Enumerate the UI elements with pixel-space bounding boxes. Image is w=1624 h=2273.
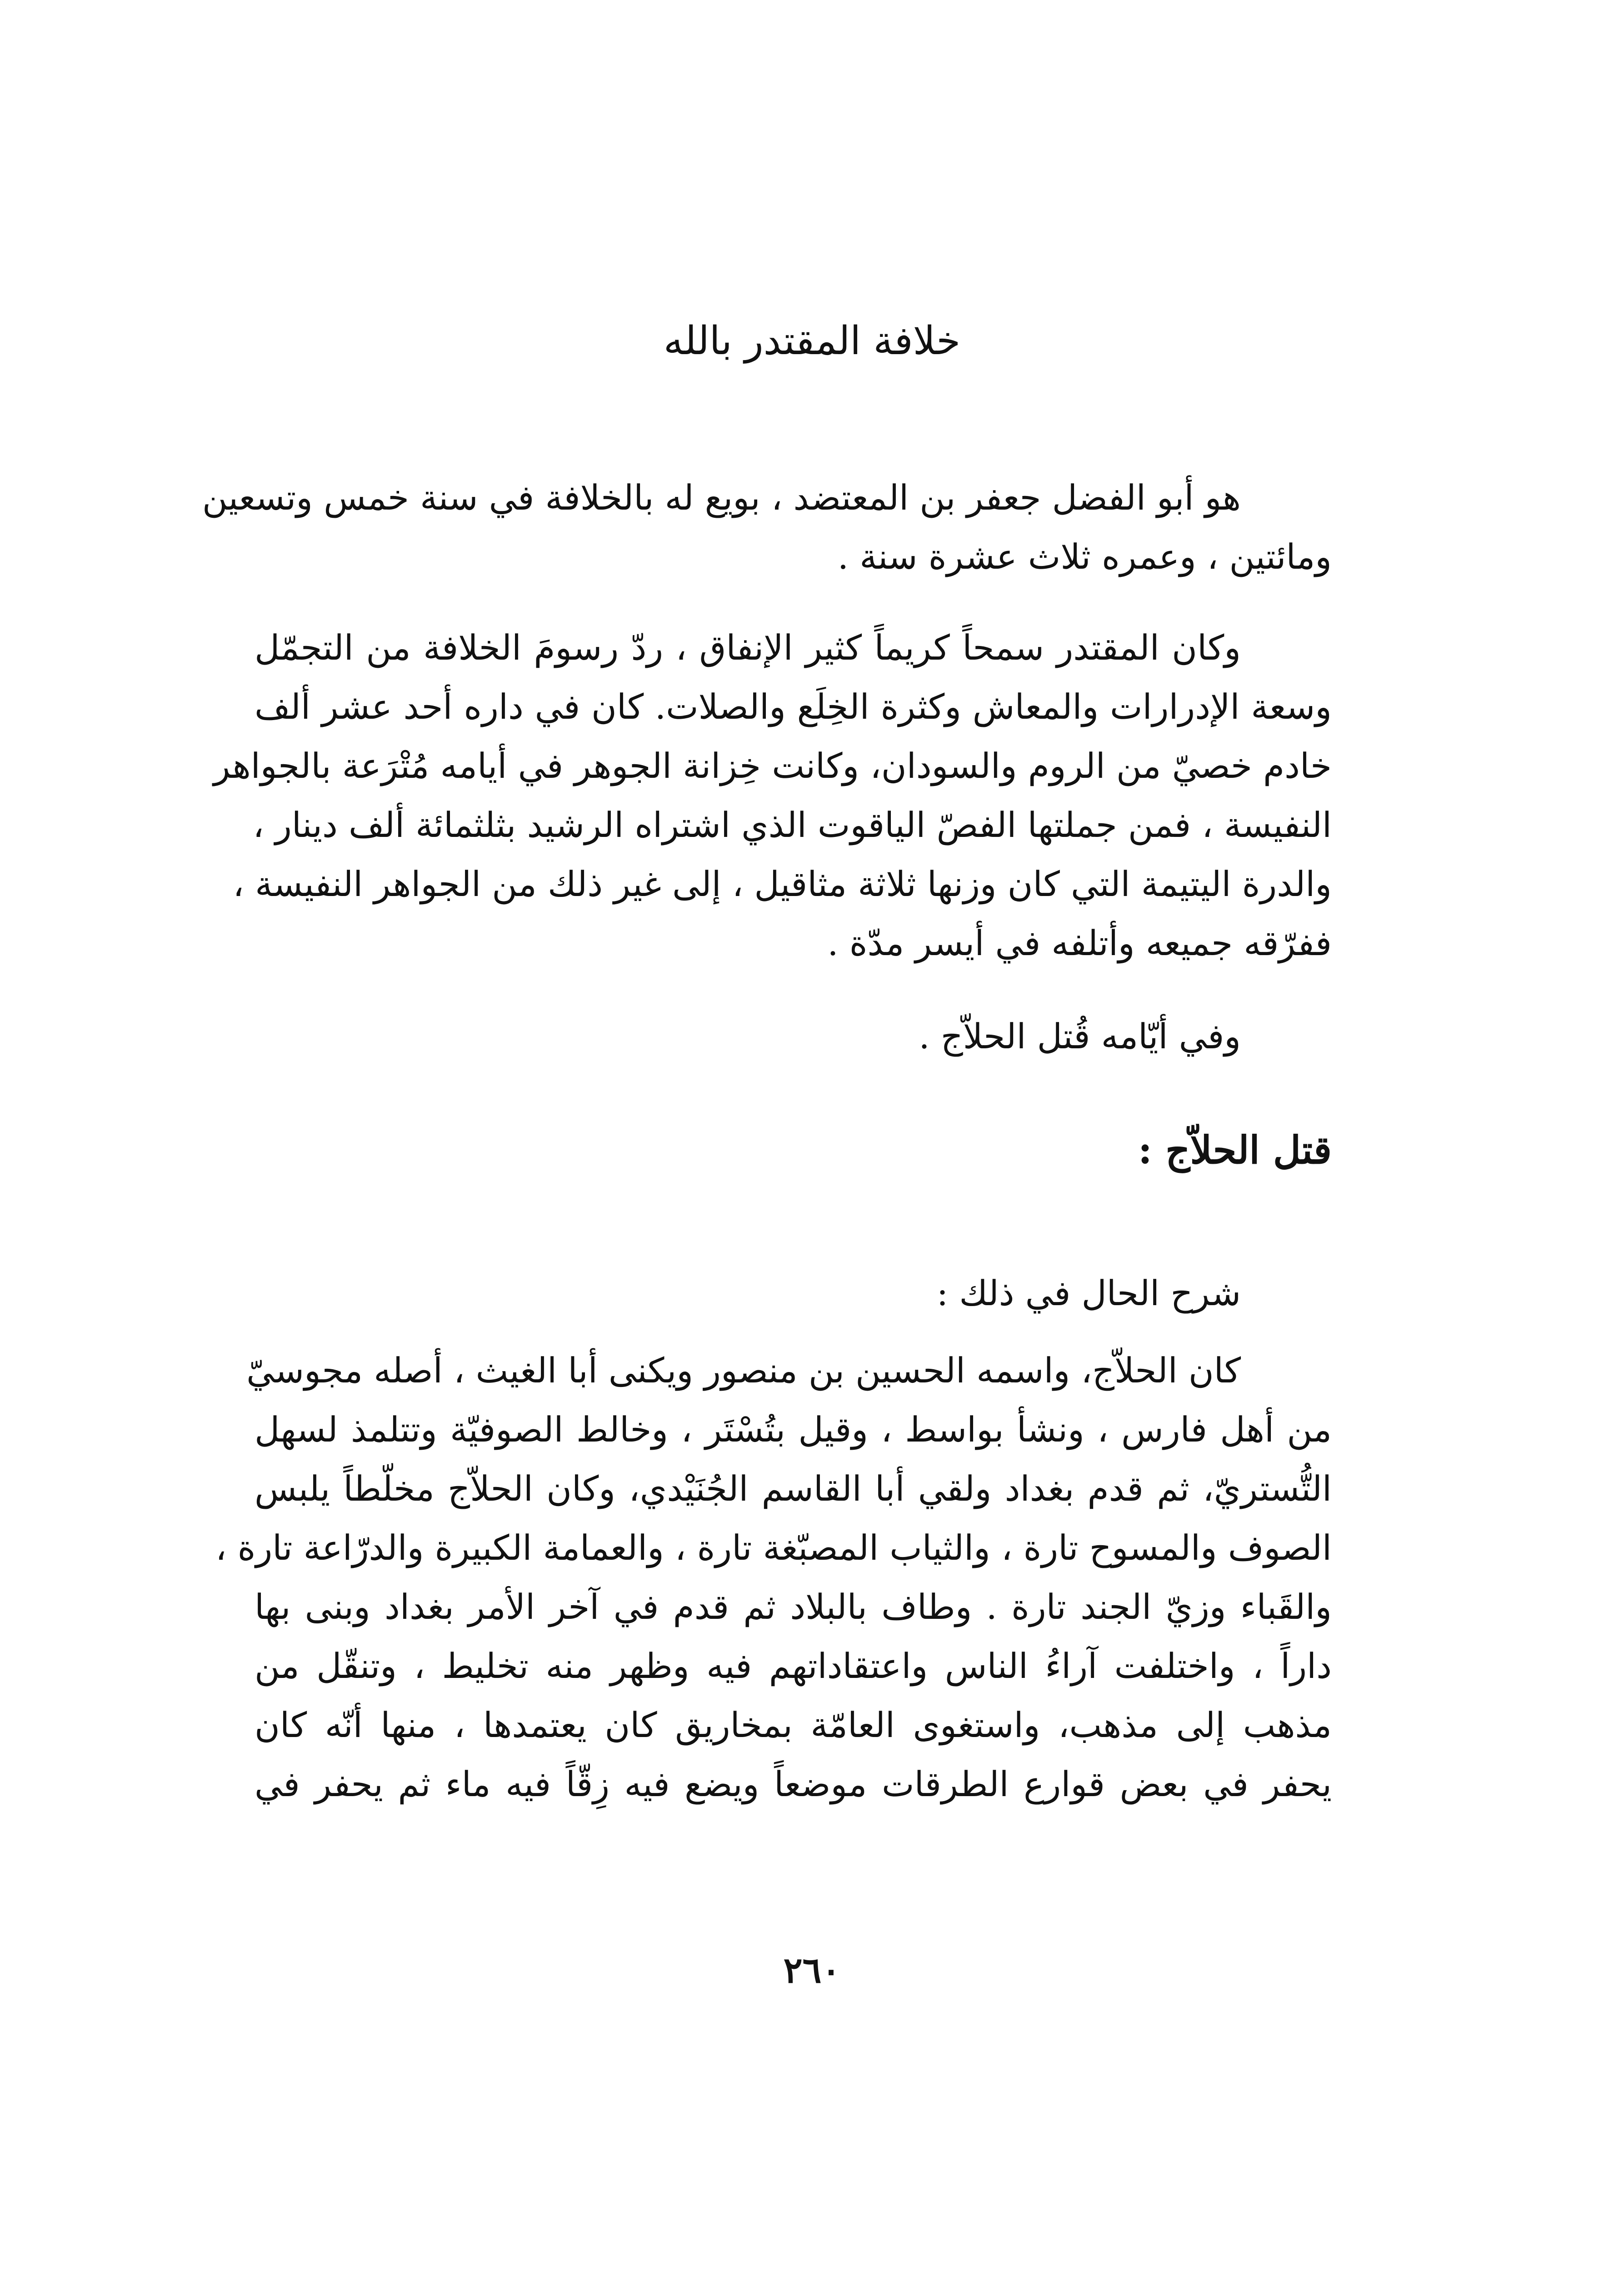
text-line: كان الحلاّج، واسمه الحسين بن منصور ويكنى أبا الغيث ، أصله مجوسيّ bbox=[246, 1350, 1241, 1391]
text-line: النفيسة ، فمن جملتها الفصّ الياقوت الذي اشتراه الرشيد بثلثمائة ألف دينار ، bbox=[253, 805, 1332, 845]
section-heading: قتل الحلاّج : bbox=[1138, 1127, 1332, 1172]
text-line: وكان المقتدر سمحاً كريماً كثير الإنفاق ، ردّ رسومَ الخلافة من التجمّل bbox=[255, 627, 1241, 668]
text-line: هو أبو الفضل جعفر بن المعتضد ، بويع له بالخلافة في سنة خمس وتسعين bbox=[202, 477, 1241, 518]
text-line: الصوف والمسوح تارة ، والثياب المصبّغة تارة ، والعمامة الكبيرة والدرّاعة تارة ، bbox=[215, 1527, 1332, 1568]
text-line: ومائتين ، وعمره ثلاث عشرة سنة . bbox=[837, 536, 1332, 577]
text-line: شرح الحال في ذلك : bbox=[936, 1273, 1241, 1313]
text-line: يحفر في بعض قوارع الطرقات موضعاً ويضع فيه زِقّاً فيه ماء ثم يحفر في bbox=[255, 1764, 1332, 1804]
text-line: التُّستريّ، ثم قدم بغداد ولقي أبا القاسم الجُنَيْدي، وكان الحلاّج مخلّطاً يلبس bbox=[255, 1468, 1332, 1509]
text-line: وفي أيّامه قُتل الحلاّج . bbox=[919, 1016, 1241, 1056]
chapter-title: خلافة المقتدر بالله bbox=[663, 318, 961, 364]
hallaj-note-paragraph bbox=[255, 1007, 1332, 1066]
hallaj-account-paragraph bbox=[215, 1341, 1332, 1814]
text-line: والقَباء وزيّ الجند تارة . وطاف بالبلاد ثم قدم في آخر الأمر بغداد وبنى بها bbox=[255, 1587, 1332, 1627]
explanation-intro bbox=[255, 1264, 1332, 1323]
intro-paragraph bbox=[202, 468, 1332, 586]
text-line: من أهل فارس ، ونشأ بواسط ، وقيل بتُسْتَر ، وخالط الصوفيّة وتتلمذ لسهل bbox=[255, 1409, 1332, 1450]
text-line: خادم خصيّ من الروم والسودان، وكانت خِزانة الجوهر في أيامه مُتْرَعة بالجواهر bbox=[213, 746, 1332, 786]
text-line: مذهب إلى مذهب، واستغوى العامّة بمخاريق كان يعتمدها ، منها أنّه كان bbox=[255, 1705, 1332, 1745]
page-number: ٢٦٠ bbox=[783, 1950, 841, 1991]
text-line: والدرة اليتيمة التي كان وزنها ثلاثة مثاقيل ، إلى غير ذلك من الجواهر النفيسة ، bbox=[233, 864, 1332, 904]
text-line: وسعة الإدرارات والمعاش وكثرة الخِلَع والصلات. كان في داره أحد عشر ألف bbox=[255, 686, 1332, 727]
character-paragraph bbox=[213, 618, 1332, 973]
text-line: ففرّقه جميعه وأتلفه في أيسر مدّة . bbox=[827, 923, 1332, 963]
text-line: داراً ، واختلفت آراءُ الناس واعتقاداتهم فيه وظهر منه تخليط ، وتنقّل من bbox=[255, 1646, 1332, 1686]
